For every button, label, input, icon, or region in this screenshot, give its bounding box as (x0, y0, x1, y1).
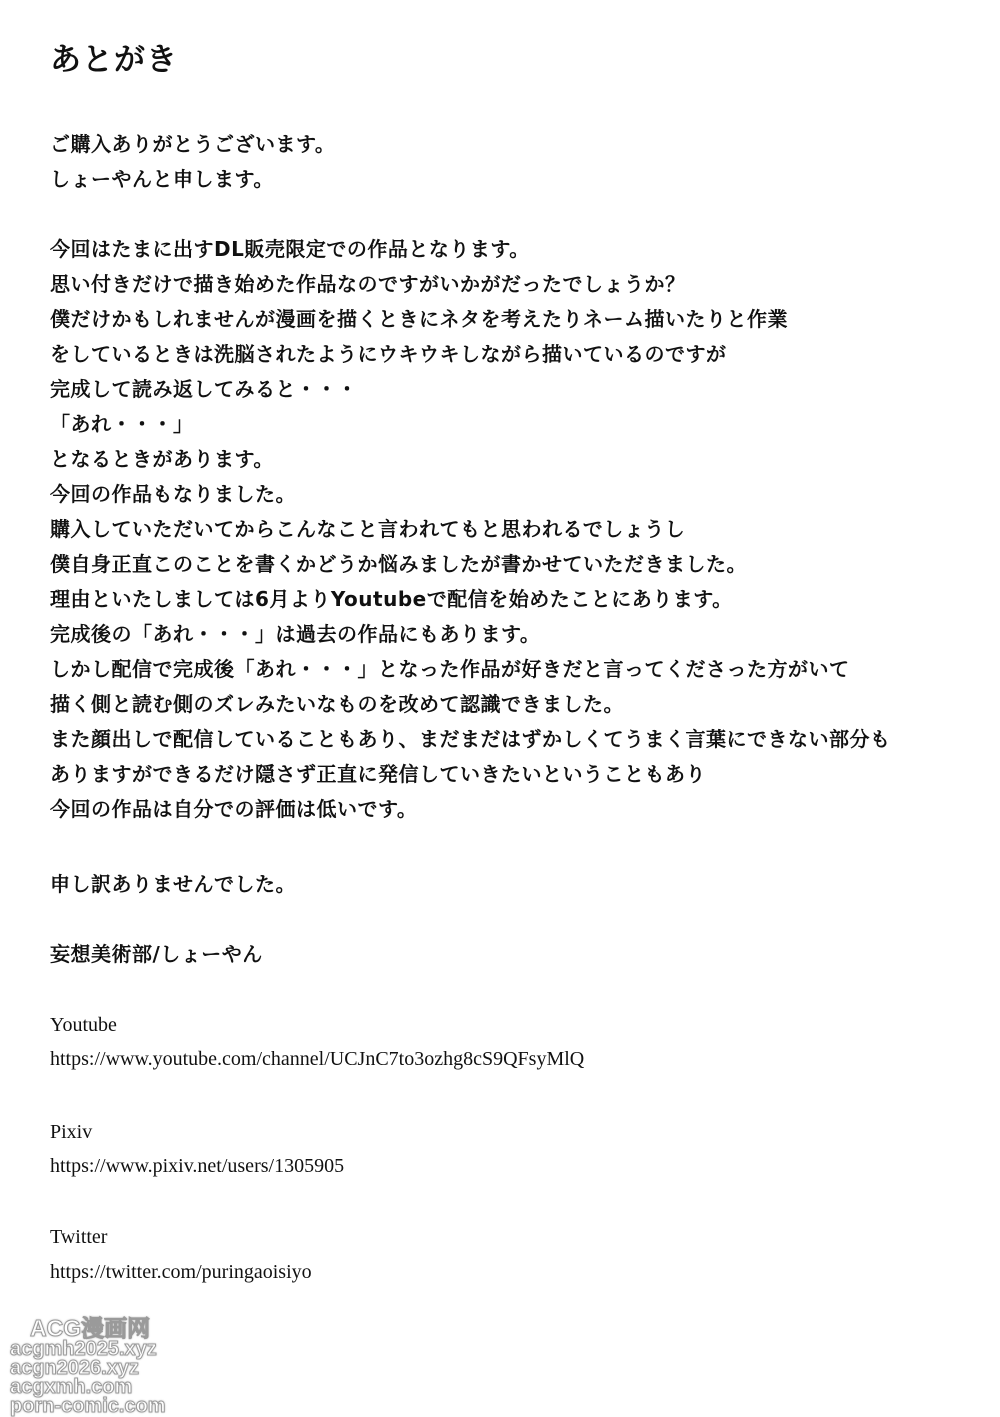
body-line: 僕自身正直このことを書くかどうか悩みましたが書かせていただきました。 (50, 552, 747, 576)
body-line: 今回の作品もなりました。 (50, 482, 296, 506)
body-line: 思い付きだけで描き始めた作品なのですがいかがだったでしょうか？ (50, 272, 686, 296)
signature: 妄想美術部/しょーやん (50, 942, 263, 966)
page-title: あとがき (50, 42, 178, 78)
body-line: 描く側と読む側のズレみたいなものを改めて認識できました。 (50, 692, 624, 716)
pixiv-label: Pixiv (50, 1121, 93, 1143)
body-line: 完成して読み返してみると・・・ (50, 377, 358, 401)
watermark (10, 1316, 190, 1416)
watermark-line: acgmh2025.xyz (10, 1338, 157, 1360)
body-line: 購入していただいてからこんなこと言われてもと思われるでしょうし (50, 517, 686, 541)
youtube-label: Youtube (50, 1014, 117, 1036)
pixiv-url[interactable]: https://www.pixiv.net/users/1305905 (50, 1155, 345, 1177)
body-line: しかし配信で完成後「あれ・・・」となった作品が好きだと言ってくださった方がいて (50, 657, 850, 681)
body-line: 理由といたしましては6月よりYoutubeで配信を始めたことにあります。 (50, 587, 733, 611)
watermark-line: porn-comic.com (10, 1395, 166, 1417)
youtube-url[interactable]: https://www.youtube.com/channel/UCJnC7to3ozhg8cS9QFsyMlQ (50, 1048, 585, 1070)
body-line: をしているときは洗脳されたようにウキウキしながら描いているのですが (50, 342, 727, 366)
body-line: 今回はたまに出すDL販売限定での作品となります。 (50, 237, 530, 261)
twitter-url[interactable]: https://twitter.com/puringaoisiyo (50, 1261, 312, 1283)
greeting-line: ご購入ありがとうございます。 (50, 132, 336, 156)
body-line: 「あれ・・・」 (50, 412, 194, 436)
apology-line: 申し訳ありませんでした。 (50, 872, 296, 896)
watermark-line: ACG漫画网 (30, 1315, 151, 1341)
watermark-line: acgxmh.com (10, 1376, 133, 1398)
body-line: 僕だけかもしれませんが漫画を描くときにネタを考えたりネーム描いたりと作業 (50, 307, 788, 331)
greeting-line: しょーやんと申します。 (50, 167, 274, 191)
body-line: また顔出しで配信していることもあり、まだまだはずかしくてうまく言葉にできない部分も (50, 727, 891, 751)
twitter-label: Twitter (50, 1226, 108, 1248)
body-line: 完成後の「あれ・・・」は過去の作品にもあります。 (50, 622, 541, 646)
body-line: となるときがあります。 (50, 447, 274, 471)
body-line: 今回の作品は自分での評価は低いです。 (50, 797, 418, 821)
body-line: ありますができるだけ隠さず正直に発信していきたいということもあり (50, 762, 706, 786)
watermark-line: acgn2026.xyz (10, 1357, 139, 1379)
